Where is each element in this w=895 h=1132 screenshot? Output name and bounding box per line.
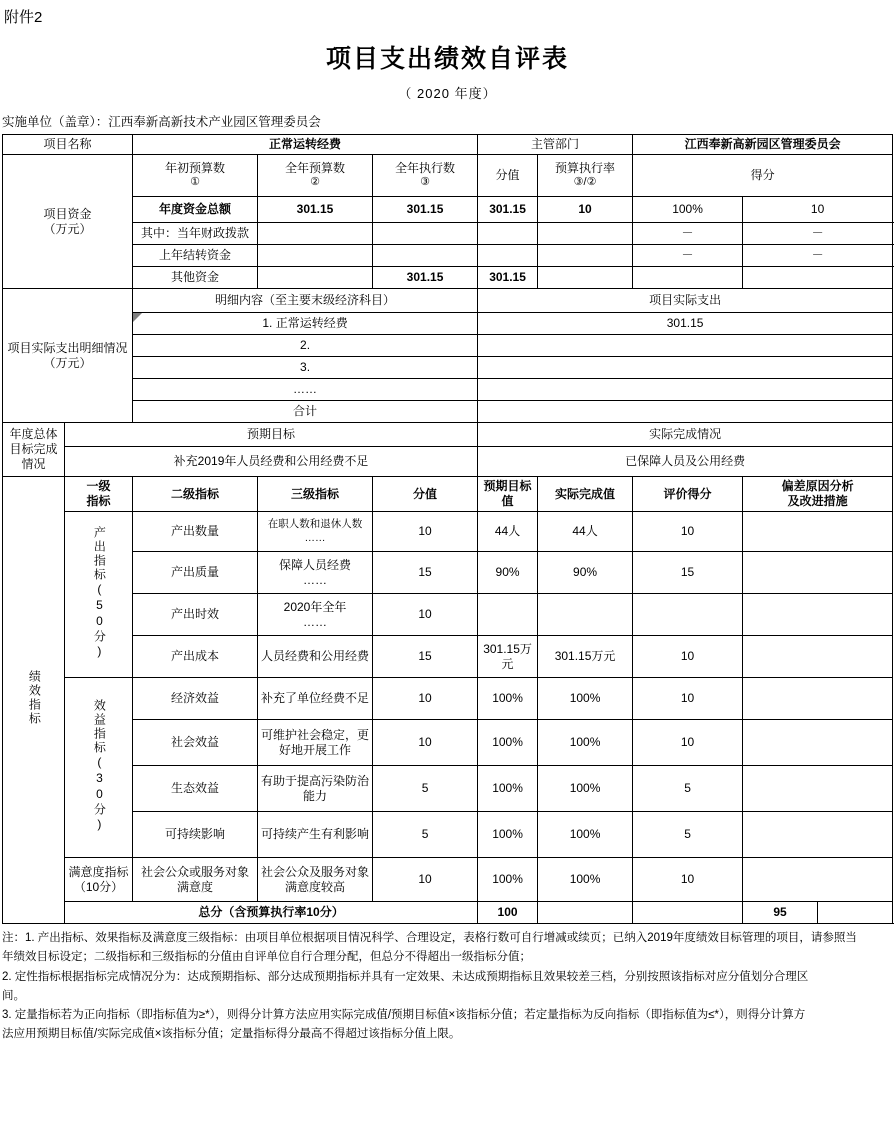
indicator-level3-more: …… [303,614,328,629]
table-row [3,552,893,594]
indicator-col-level1-l2: 指标 [86,494,111,508]
funds-row-name: 上年结转资金 [133,245,258,267]
note-line: 年绩效目标设定；二级指标和三级指标的分值由自评单位自行合理分配，但总分不得超出一级指标分值； [2,951,531,964]
indicator-level2: 社会效益 [133,720,258,766]
indicator-col-score: 分值 [373,477,478,512]
detail-row-value [478,401,893,423]
funds-row-exec [478,245,538,267]
funds-row-points [743,267,893,289]
funds-row-points: － [743,245,893,267]
indicator-group-satisfaction [65,858,133,902]
funds-row-points: 10 [743,197,893,223]
indicator-target: 100% [478,678,538,720]
funds-row-exec [478,223,538,245]
indicator-level2: 可持续影响 [133,812,258,858]
table-row [3,812,893,858]
note-line: 法应用预期目标值/实际完成值×该指标分值；定量指标得分最高不得超过该指标分值上限。 [2,1028,461,1041]
indicator-actual: 100% [538,766,633,812]
detail-row-value [478,357,893,379]
indicator-points: 5 [633,766,743,812]
indicator-level3: 社会公众及服务对象满意度较高 [258,858,373,902]
table-row-total [3,902,893,924]
note-line: 3. 定量指标若为正向指标（即指标值为≥*），则得分计算方法应用实际完成值/预期目标值×该指标分值；若定量指标为反向指标（即指标值为≤*），则得分计算方 [2,1009,806,1021]
funds-row-name: 其中：当年财政拨款 [133,223,258,245]
funds-row-score: 10 [538,197,633,223]
indicator-col-level3: 三级指标 [258,477,373,512]
funds-row-initial [258,223,373,245]
funds-col2-text: 全年预算数 [285,161,346,176]
overall-label-line1: 年度总体 [9,427,58,441]
funds-row-rate: － [633,223,743,245]
table-row-indicator-header [3,477,893,512]
detail-label-line2: （万元） [43,355,92,370]
funds-col5-mark: ③/② [573,176,597,189]
indicator-score: 15 [373,636,478,678]
indicator-reason [743,594,893,636]
indicator-group-output-label: 产出指标(50分) [92,525,107,660]
dept-label: 主管部门 [478,135,633,155]
indicator-level3-more: …… [304,531,326,544]
note-line: 间。 [2,989,25,1002]
total-blank-target [538,902,633,924]
indicators-side-label-text: 绩效指标 [27,670,42,726]
indicator-col-level1 [65,477,133,512]
funds-row-score [538,267,633,289]
indicator-points: 10 [633,858,743,902]
indicator-group-satisfaction-l1: 满意度指标 [68,864,129,879]
indicator-points: 5 [633,812,743,858]
detail-row-name: 合计 [133,401,478,423]
indicator-actual: 100% [538,720,633,766]
detail-row-value [478,335,893,357]
total-score: 100 [478,902,538,924]
detail-row-name: 2. [133,335,478,357]
indicator-level2: 产出时效 [133,594,258,636]
table-row [3,223,893,245]
indicator-points: 10 [633,678,743,720]
detail-row-value [478,379,893,401]
indicator-reason [743,636,893,678]
indicator-level3: 有助于提高污染防治能力 [258,766,373,812]
indicator-level3-text: 在职人数和退休人数 [267,518,363,531]
indicator-target: 100% [478,766,538,812]
notes-block [2,930,893,1044]
total-blank-actual [633,902,743,924]
overall-section-label [3,423,65,477]
indicator-points: 10 [633,720,743,766]
indicator-points: 10 [633,636,743,678]
funds-row-score [538,223,633,245]
indicator-level3-more: …… [303,572,328,587]
funds-row-rate: － [633,245,743,267]
overall-value-right: 已保障人员及公用经费 [478,447,893,477]
table-row [3,267,893,289]
funds-row-budget [373,223,478,245]
indicator-level3: 补充了单位经费不足 [258,678,373,720]
table-row-overall-header [3,423,893,447]
overall-label-line2: 目标完成 [9,442,58,456]
indicator-level3-text: 2020年全年 [283,599,347,614]
detail-row-value: 301.15 [478,313,893,335]
indicator-reason [743,858,893,902]
indicator-reason [743,766,893,812]
indicator-level2: 产出质量 [133,552,258,594]
funds-col1-mark: ① [190,176,200,189]
funds-row-initial [258,245,373,267]
funds-col-score: 分值 [478,155,538,197]
indicator-target [478,594,538,636]
indicator-level2: 产出成本 [133,636,258,678]
indicator-level3 [258,636,373,678]
table-row [3,379,893,401]
detail-head-right: 项目实际支出 [478,289,893,313]
project-name-value: 正常运转经费 [133,135,478,155]
overall-label-line3: 情况 [21,457,46,471]
indicator-actual [538,594,633,636]
funds-col2-mark: ② [310,176,320,189]
indicator-col-points: 评价得分 [633,477,743,512]
note-line: 2. 定性指标根据指标完成情况分为：达成预期指标、部分达成预期指标并具有一定效果、未达成预期指标且效果较差三档，分别按照该指标对应分值划分合理区 [2,970,809,983]
total-label: 总分（含预算执行率10分） [65,902,478,924]
funds-row-name: 年度资金总额 [133,197,258,223]
funds-col-year-budget [258,155,373,197]
table-row [3,678,893,720]
indicator-target: 301.15万元 [478,636,538,678]
funds-row-points: － [743,223,893,245]
indicator-points [633,594,743,636]
table-row [3,720,893,766]
indicator-actual: 100% [538,678,633,720]
indicator-target: 100% [478,858,538,902]
indicator-group-benefit [65,678,133,858]
funds-row-rate [633,267,743,289]
indicator-score: 15 [373,552,478,594]
funds-row-rate: 100% [633,197,743,223]
detail-row-name: 1. 正常运转经费 [133,313,478,335]
funds-row-budget: 301.15 [373,197,478,223]
indicator-col-target: 预期目标值 [478,477,538,512]
table-row [3,594,893,636]
table-row [3,858,893,902]
attachment-label: 附件2 [4,9,43,26]
table-row [3,636,893,678]
indicator-points: 15 [633,552,743,594]
indicator-col-reason-l2: 及改进措施 [787,494,848,508]
year-line: （ 2020 年度） [398,86,497,101]
funds-col1-text: 年初预算数 [165,161,226,176]
indicator-score: 10 [373,858,478,902]
table-row [3,335,893,357]
indicator-group-satisfaction-l2: （10分） [73,879,124,894]
detail-row-name: …… [133,379,478,401]
table-row [3,766,893,812]
funds-col3-mark: ③ [420,176,430,189]
funds-row-initial [258,267,373,289]
detail-row-name: 3. [133,357,478,379]
funds-section-label [3,155,133,289]
funds-col3-text: 全年执行数 [395,161,456,176]
indicator-col-reason [743,477,893,512]
indicator-score: 5 [373,766,478,812]
table-row [3,357,893,379]
unit-line: 实施单位（盖章）：江西奉新高新技术产业园区管理委员会 [2,115,321,129]
table-row [3,245,893,267]
indicator-level2: 生态效益 [133,766,258,812]
table-row [3,197,893,223]
table-row [3,512,893,552]
funds-row-name: 其他资金 [133,267,258,289]
page-title: 项目支出绩效自评表 [325,45,569,73]
total-blank-reason [818,902,893,924]
indicator-score: 10 [373,512,478,552]
indicator-level3 [258,552,373,594]
indicator-score: 5 [373,812,478,858]
funds-col-year-exec [373,155,478,197]
indicator-col-level1-l1: 一级 [86,479,111,493]
indicator-target: 100% [478,812,538,858]
indicator-target: 44人 [478,512,538,552]
funds-label-line1: 项目资金 [43,206,92,221]
funds-row-budget [373,245,478,267]
funds-row-score [538,245,633,267]
funds-row-initial: 301.15 [258,197,373,223]
indicator-col-level2: 二级指标 [133,477,258,512]
indicator-level2: 经济效益 [133,678,258,720]
note-line: 注：1. 产出指标、效果指标及满意度三级指标：由项目单位根据项目情况科学、合理设定，表格行数可自行增减或续页；已纳入2019年度绩效目标管理的项目，请参照当 [2,932,857,944]
detail-head-left: 明细内容（至主要末级经济科目） [133,289,478,313]
indicator-score: 10 [373,678,478,720]
funds-label-line2: （万元） [43,221,92,236]
funds-col-exec-rate [538,155,633,197]
indicator-actual: 301.15万元 [538,636,633,678]
indicator-level3: 可持续产生有利影响 [258,812,373,858]
indicator-level2: 社会公众或服务对象满意度 [133,858,258,902]
indicator-target: 100% [478,720,538,766]
indicator-group-output [65,512,133,678]
indicator-actual: 44人 [538,512,633,552]
project-name-label: 项目名称 [3,135,133,155]
overall-head-left: 预期目标 [65,423,478,447]
indicator-reason [743,512,893,552]
funds-col-points: 得分 [633,155,893,197]
table-row-funds-header [3,155,893,197]
funds-row-budget: 301.15 [373,267,478,289]
overall-head-right: 实际完成情况 [478,423,893,447]
table-row-project-name [3,135,893,155]
indicator-level3-text: 保障人员经费 [279,557,352,572]
table-row [3,313,893,335]
indicator-group-benefit-label: 效益指标(30分) [92,698,107,833]
detail-section-label [3,289,133,423]
indicator-col-actual: 实际完成值 [538,477,633,512]
indicator-level3-text: 人员经费和公用经费 [261,649,370,663]
detail-label-line1: 项目实际支出明细情况 [7,340,128,355]
indicator-reason [743,812,893,858]
performance-table [2,134,893,924]
table-row [3,447,893,477]
indicator-level3: 可维护社会稳定，更好地开展工作 [258,720,373,766]
total-points: 95 [743,902,818,924]
indicator-actual: 100% [538,812,633,858]
indicator-actual: 100% [538,858,633,902]
indicator-reason [743,720,893,766]
table-row [3,401,893,423]
indicator-reason [743,552,893,594]
dept-value: 江西奉新高新园区管理委员会 [633,135,893,155]
indicator-col-reason-l1: 偏差原因分析 [781,479,854,493]
indicator-level2: 产出数量 [133,512,258,552]
overall-value-left: 补充2019年人员经费和公用经费不足 [65,447,478,477]
indicator-score: 10 [373,720,478,766]
indicator-reason [743,678,893,720]
indicator-points: 10 [633,512,743,552]
indicator-level3 [258,594,373,636]
indicator-target: 90% [478,552,538,594]
indicators-side-label [3,477,65,924]
funds-col5-text: 预算执行率 [555,161,616,176]
table-row-detail-header [3,289,893,313]
indicator-actual: 90% [538,552,633,594]
funds-row-exec: 301.15 [478,197,538,223]
indicator-level3 [258,512,373,552]
indicator-score: 10 [373,594,478,636]
funds-row-exec: 301.15 [478,267,538,289]
funds-col-initial-budget [133,155,258,197]
